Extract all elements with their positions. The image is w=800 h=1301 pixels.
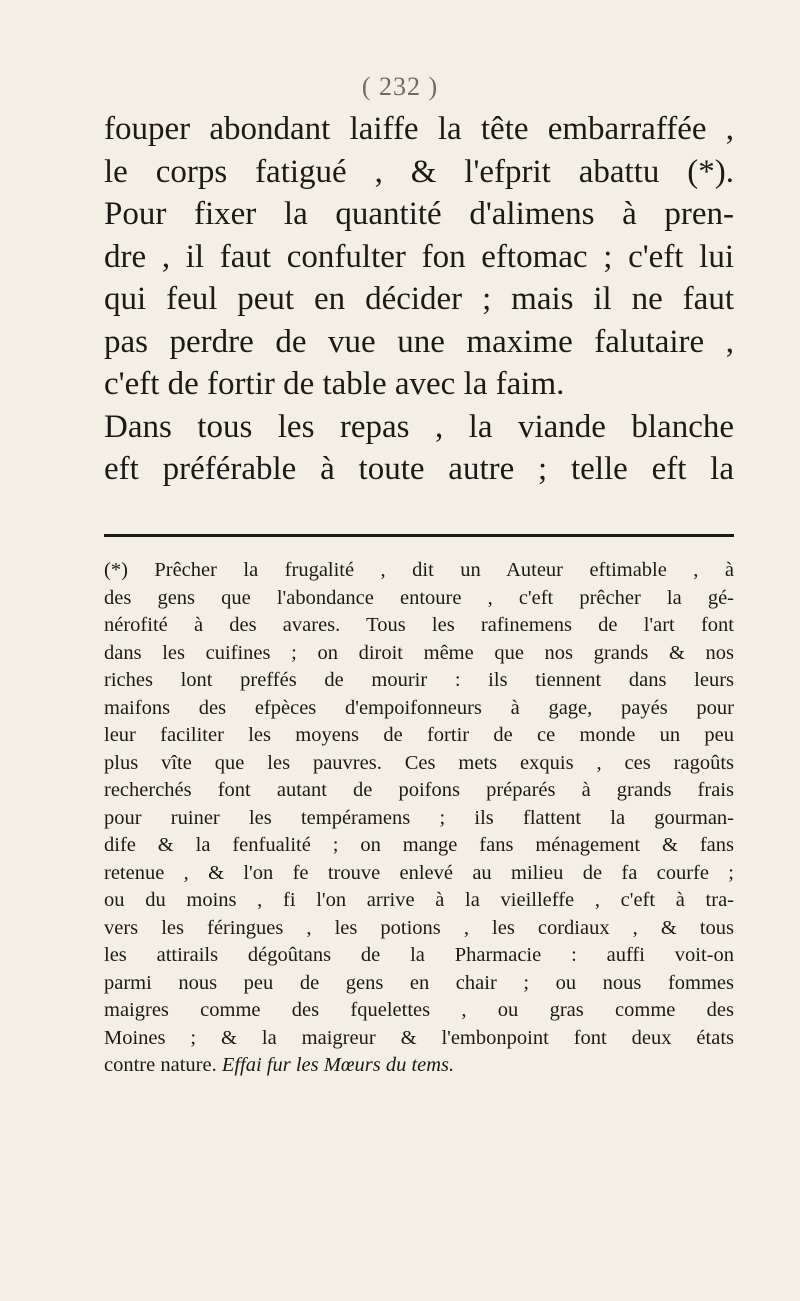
footnote-line: Moines ; & la maigreur & l'embonpoint font deux états (104, 1026, 734, 1049)
footnote-separator (104, 534, 734, 537)
footnote-source: Effai fur les Mœurs du tems. (221, 1054, 455, 1076)
footnote-line: dans les cuifines ; on diroit même que nos grands & nos (104, 641, 734, 664)
footnote-line: maigres comme des fquelettes , ou gras comme des (104, 999, 734, 1021)
main-text (104, 108, 734, 491)
text-line: fouper abondant laiffe la tête embarraffée , (104, 111, 734, 147)
text-line: Pour fixer la quantité d'alimens à pren- (104, 196, 734, 232)
footnote-line: dife & la fenfualité ; on mange fans ménagement & fans (104, 834, 734, 856)
page-number: ( 232 ) (361, 72, 439, 101)
text-line: le corps fatigué , & l'efprit abattu (*). (104, 153, 734, 190)
footnote-line: les attirails dégoûtans de la Pharmacie : auffi voit-on (104, 944, 734, 966)
footnote-line: nérofité à des avares. Tous les rafinemens de l'art font (104, 614, 734, 636)
text-line: pas perdre de vue une maxime falutaire , (104, 323, 734, 360)
text-line: Dans tous les repas , la viande blanche (104, 408, 734, 445)
footnote-line: parmi nous peu de gens en chair ; ou nous fommes (104, 971, 734, 994)
footnote-line: (*) Prêcher la frugalité , dit un Auteur eftimable , à (104, 559, 734, 581)
footnote-line: recherchés font autant de poifons préparés à grands frais (104, 779, 734, 801)
footnote-last-line (104, 1052, 734, 1080)
footnote-closing-text: contre nature. (104, 1054, 217, 1076)
text-line: c'eft de fortir de table avec la faim. (104, 366, 565, 402)
text-line: qui feul peut en décider ; mais il ne faut (104, 281, 734, 317)
footnote-line: ou du moins , fi l'on arrive à la vieilleffe , c'eft à tra- (104, 889, 734, 911)
footnote-line: leur faciliter les moyens de fortir de ce monde un peu (104, 724, 734, 746)
footnote-line: maifons des efpèces d'empoifonneurs à gage, payés pour (104, 696, 734, 719)
footnote-line: vers les féringues , les potions , les cordiaux , & tous (104, 916, 734, 939)
footnote-line: retenue , & l'on fe trouve enlevé au milieu de fa courfe ; (104, 861, 734, 884)
footnote-line: riches lont preffés de mourir : ils tiennent dans leurs (104, 669, 734, 691)
footnote (104, 557, 734, 1080)
text-line: dre , il faut confulter fon eftomac ; c'eft lui (104, 238, 734, 275)
text-line: eft préférable à toute autre ; telle eft la (104, 451, 734, 487)
footnote-line: plus vîte que les pauvres. Ces mets exquis , ces ragoûts (104, 751, 734, 774)
footnote-line: des gens que l'abondance entoure , c'eft prêcher la gé- (104, 586, 734, 609)
footnote-line: pour ruiner les tempéramens ; ils flattent la gourman- (104, 806, 734, 829)
